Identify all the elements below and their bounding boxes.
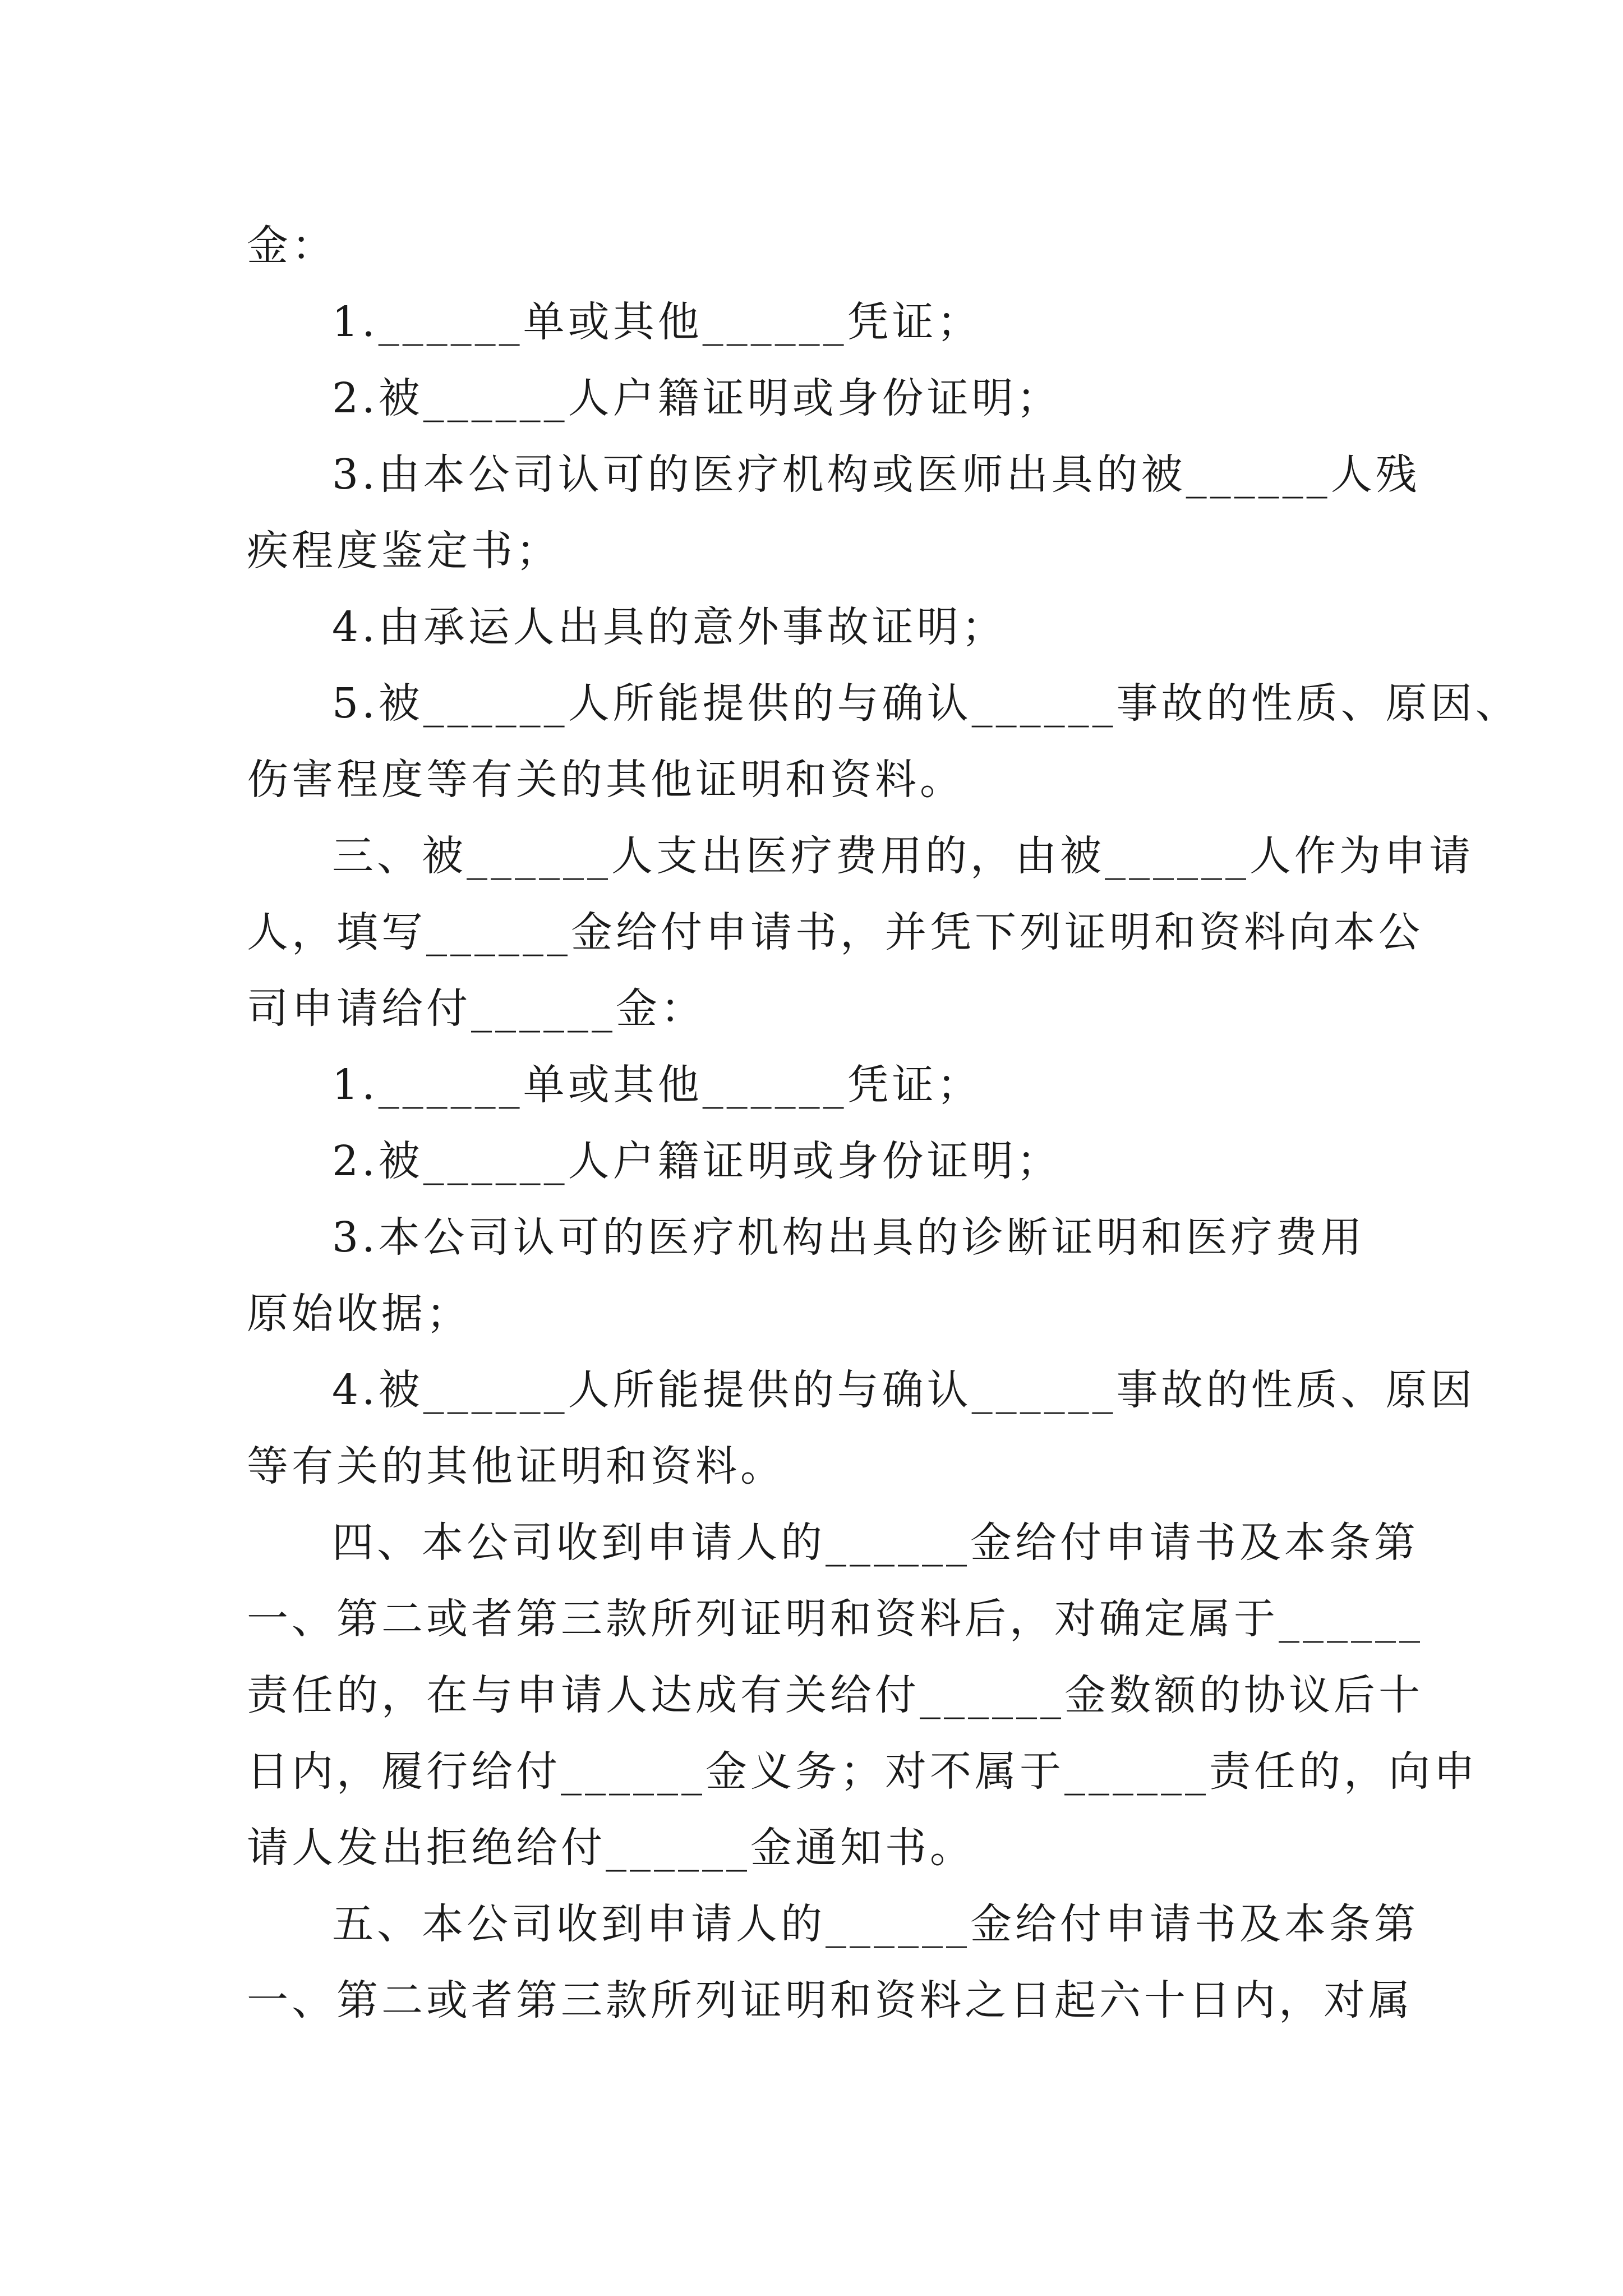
text-line: 4.被______人所能提供的与确认______事故的性质、原因 [332,1366,1476,1414]
text-line: 1.______单或其他______凭证； [332,298,982,346]
text-line: 伤害程度等有关的其他证明和资料。 [247,756,965,804]
text-line: 3.由本公司认可的医疗机构或医师出具的被______人残 [332,450,1421,499]
text-line: 一、第二或者第三款所列证明和资料之日起六十日内，对属 [247,1976,1413,2024]
text-line: 金： [247,222,336,270]
document-body [247,208,1520,2039]
text-line: 五、本公司收到申请人的______金给付申请书及本条第 [332,1900,1419,1948]
text-line: 5.被______人所能提供的与确认______事故的性质、原因、 [332,679,1520,728]
text-line: 2.被______人户籍证明或身份证明； [332,1137,1062,1185]
text-line: 一、第二或者第三款所列证明和资料后，对确定属于______ [247,1595,1423,1643]
text-line: 原始收据； [247,1290,471,1338]
text-line: 人，填写______金给付申请书，并凭下列证明和资料向本公 [247,908,1423,956]
text-line: 三、被______人支出医疗费用的，由被______人作为申请 [332,832,1474,880]
text-line: 请人发出拒绝给付______金通知书。 [247,1824,975,1872]
text-line: 1.______单或其他______凭证； [332,1061,982,1109]
text-line: 2.被______人户籍证明或身份证明； [332,374,1062,422]
text-line: 日内，履行给付______金义务；对不属于______责任的，向申 [247,1747,1478,1796]
text-line: 疾程度鉴定书； [247,527,561,575]
text-line: 等有关的其他证明和资料。 [247,1442,785,1490]
text-line: 责任的，在与申请人达成有关给付______金数额的协议后十 [247,1671,1423,1719]
text-line: 4.由承运人出具的意外事故证明； [332,603,1007,651]
text-line: 3.本公司认可的医疗机构出具的诊断证明和医疗费用 [332,1213,1366,1262]
text-line: 司申请给付______金： [247,984,706,1033]
text-line: 四、本公司收到申请人的______金给付申请书及本条第 [332,1519,1419,1567]
